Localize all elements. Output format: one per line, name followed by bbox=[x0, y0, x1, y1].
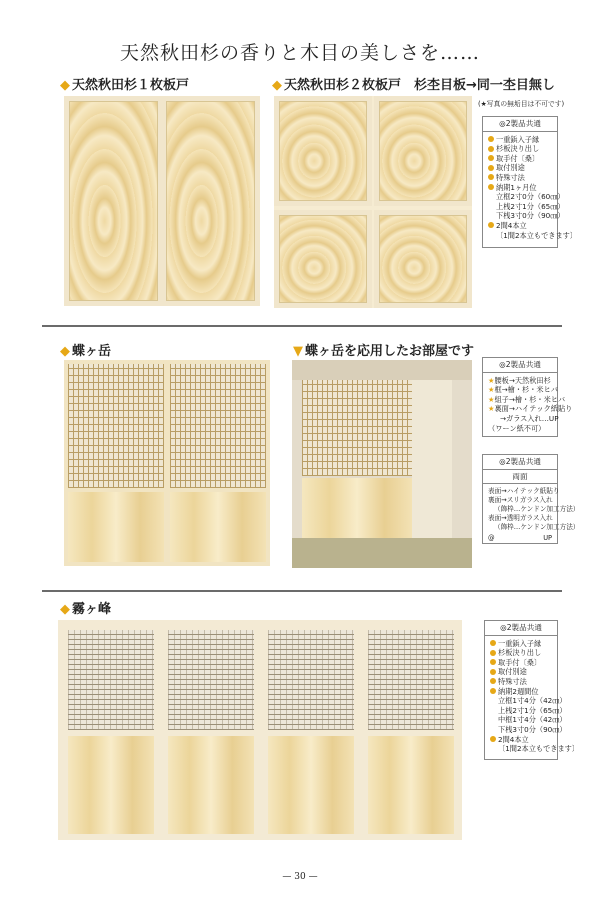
spec-box-double-sided: ◎2製品共通 両面 表面→ハイテック紙貼り 裏面→スリガラス入れ （飾枠…ケンドン加工方法） 表面→透明ガラス入れ （飾枠…ケンドン加工方法） @ UP bbox=[482, 454, 558, 544]
bullet-icon bbox=[490, 736, 496, 742]
bullet-icon bbox=[490, 678, 496, 684]
star-icon: ★ bbox=[488, 375, 495, 385]
bullet-icon bbox=[490, 650, 496, 656]
diamond-icon: ◆ bbox=[60, 602, 70, 617]
triangle-down-icon: ▼ bbox=[293, 344, 303, 359]
divider bbox=[42, 590, 562, 592]
photo-double-board-door bbox=[274, 96, 472, 308]
bullet-icon bbox=[488, 155, 494, 161]
spec-box-akita: ◎2製品共通 一重鋲入子縁 杉板決り出し 取手付〔桑〕 取付別途 特殊寸法 納期1ヶ月位 立框2寸0分（60㎝） 上桟2寸1分（65㎝） 下桟3寸0分（90㎝） 2間4本立 〔1間2本立もできます〕 bbox=[482, 116, 558, 248]
section-heading-kirigamine: ◆ 霧ヶ峰 bbox=[60, 602, 112, 617]
star-icon: ★ bbox=[488, 404, 495, 414]
section-heading-chogatake: ◆ 蝶ヶ岳 bbox=[60, 344, 112, 359]
photo-chogatake-room bbox=[292, 360, 472, 568]
bullet-icon bbox=[490, 669, 496, 675]
bullet-icon bbox=[488, 222, 494, 228]
spec-box-chogatake: ◎2製品共通 ★腰板→天然秋田杉 ★框→檜・杉・米ヒバ ★組子→檜・杉・米ヒバ ★裏面→ハイテック紙貼り →ガラス入れ…UP （ワーン紙不可） bbox=[482, 357, 558, 437]
divider bbox=[42, 325, 562, 327]
section-heading-akita-2: ◆ 天然秋田杉２枚板戸 杉杢目板→同一杢目無し bbox=[272, 78, 555, 93]
diamond-icon: ◆ bbox=[60, 344, 70, 359]
spec-box-kirigamine: ◎2製品共通 一重鋲入子縁 杉板決り出し 取手付〔桑〕 取付別途 特殊寸法 納期2週間位 立框1寸4分（42㎝） 上桟2寸1分（65㎝） 中框1寸4分（42㎝） 下桟3寸0分（90㎝） 2間4本立 〔1間2本立もできます〕 bbox=[484, 620, 558, 760]
bullet-icon bbox=[490, 640, 496, 646]
diamond-icon: ◆ bbox=[60, 78, 70, 93]
diamond-icon: ◆ bbox=[272, 78, 282, 93]
bullet-icon bbox=[488, 165, 494, 171]
photo-note: (★写真の無垢目は不可です) bbox=[478, 100, 565, 108]
photo-single-board-door bbox=[64, 96, 260, 306]
section-heading-chogatake-room: ▼ 蝶ヶ岳を応用したお部屋です bbox=[293, 344, 475, 359]
star-icon: ★ bbox=[488, 394, 495, 404]
bullet-icon bbox=[488, 174, 494, 180]
page-number: — 30 — bbox=[282, 872, 318, 882]
bullet-icon bbox=[488, 184, 494, 190]
bullet-icon bbox=[490, 659, 496, 665]
bullet-icon bbox=[488, 136, 494, 142]
section-heading-akita-1: ◆ 天然秋田杉１枚板戸 bbox=[60, 78, 190, 93]
star-icon: ★ bbox=[488, 385, 495, 395]
page-title: 天然秋田杉の香りと木目の美しさを…… bbox=[119, 42, 480, 64]
photo-chogatake-door bbox=[64, 360, 270, 566]
bullet-icon bbox=[490, 688, 496, 694]
bullet-icon bbox=[488, 146, 494, 152]
photo-kirigamine-doors bbox=[58, 620, 462, 840]
